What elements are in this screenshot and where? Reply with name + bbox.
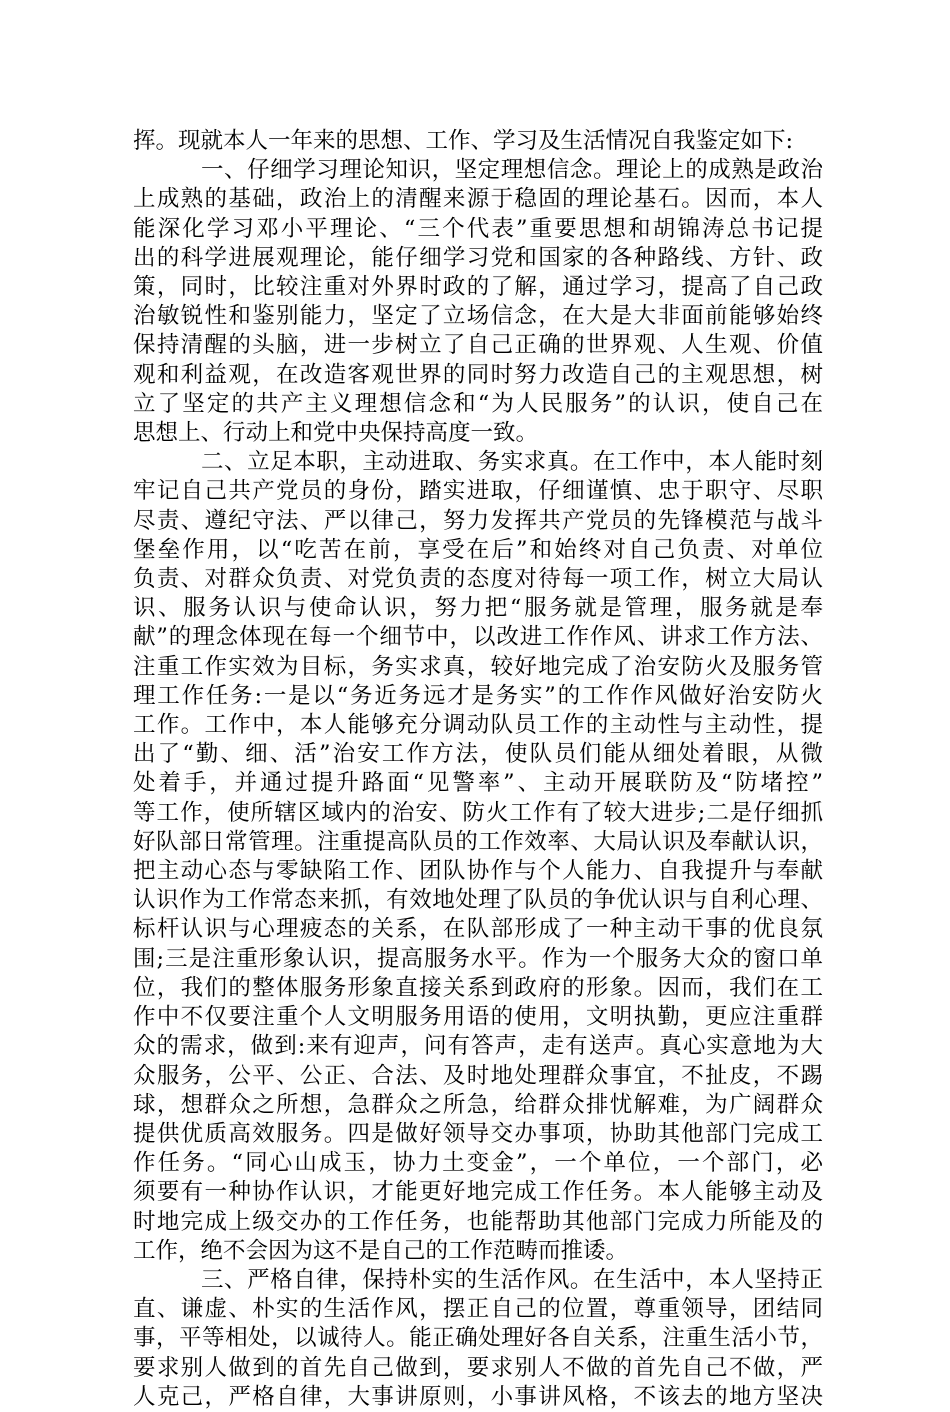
text-line: 能深化学习邓小平理论、“三个代表”重要思想和胡锦涛总书记提 bbox=[133, 215, 823, 242]
text-line: 球，想群众之所想，急群众之所急，给群众排忧解难，为广阔群众 bbox=[133, 1091, 823, 1118]
text-line: 认识作为工作常态来抓，有效地处理了队员的争优认识与自利心理、 bbox=[133, 887, 823, 914]
text-line: 提供优质高效服务。四是做好领导交办事项，协助其他部门完成工 bbox=[133, 1120, 823, 1147]
text-line: 工作，绝不会因为这不是自己的工作范畴而推诿。 bbox=[133, 1237, 629, 1264]
text-line: 人克己，严格自律，大事讲原则，小事讲风格，不该去的地方坚决 bbox=[133, 1383, 823, 1410]
text-line: 上成熟的基础，政治上的清醒来源于稳固的理论基石。因而，本人 bbox=[133, 186, 823, 213]
text-line: 等工作，使所辖区域内的治安、防火工作有了较大进步;二是仔细抓 bbox=[133, 799, 823, 826]
text-line: 挥。现就本人一年来的思想、工作、学习及生活情况自我鉴定如下: bbox=[133, 128, 794, 154]
text-line: 尽责、遵纪守法、严以律己，努力发挥共产党员的先锋模范与战斗 bbox=[133, 507, 823, 534]
text-line: 处着手，并通过提升路面“见警率”、主动开展联防及“防堵控” bbox=[133, 770, 823, 797]
text-line: 识、服务认识与使命认识，努力把“服务就是管理，服务就是奉 bbox=[133, 595, 823, 622]
text-line: 策，同时，比较注重对外界时政的了解，通过学习，提高了自己政 bbox=[133, 274, 823, 301]
text-line: 观和利益观，在改造客观世界的同时努力改造自己的主观思想，树 bbox=[133, 361, 823, 388]
text-line: 出的科学进展观理论，能仔细学习党和国家的各种路线、方针、政 bbox=[133, 244, 823, 271]
text-line: 治敏锐性和鉴别能力，坚定了立场信念，在大是大非面前能够始终 bbox=[133, 303, 823, 330]
document-body bbox=[133, 127, 823, 1412]
paragraph-first-line: 一、仔细学习理论知识，坚定理想信念。理论上的成熟是政治 bbox=[201, 157, 823, 184]
text-line: 负责、对群众负责、对党负责的态度对待每一项工作，树立大局认 bbox=[133, 566, 823, 593]
paragraph-first-line: 三、严格自律，保持朴实的生活作风。在生活中，本人坚持正 bbox=[201, 1266, 823, 1293]
text-line: 直、谦虚、朴实的生活作风，摆正自己的位置，尊重领导，团结同 bbox=[133, 1296, 823, 1323]
text-line: 出了“勤、细、活”治安工作方法，使队员们能从细处着眼，从微 bbox=[133, 741, 823, 768]
text-line: 牢记自己共产党员的身份，踏实进取，仔细谨慎、忠于职守、尽职 bbox=[133, 478, 823, 505]
text-line: 注重工作实效为目标，务实求真，较好地完成了治安防火及服务管 bbox=[133, 653, 823, 680]
text-line: 作中不仅要注重个人文明服务用语的使用，文明执勤，更应注重群 bbox=[133, 1004, 823, 1031]
text-line: 要求别人做到的首先自己做到，要求别人不做的首先自己不做，严 bbox=[133, 1354, 823, 1381]
text-line: 立了坚定的共产主义理想信念和“为人民服务”的认识，使自己在 bbox=[133, 390, 823, 417]
text-line: 思想上、行动上和党中央保持高度一致。 bbox=[133, 420, 539, 447]
text-line: 工作。工作中，本人能够充分调动队员工作的主动性与主动性，提 bbox=[133, 712, 823, 739]
paragraph-first-line: 二、立足本职，主动进取、务实求真。在工作中，本人能时刻 bbox=[201, 449, 823, 476]
text-line: 众的需求，做到:来有迎声，问有答声，走有送声。真心实意地为大 bbox=[133, 1033, 823, 1060]
text-line: 标杆认识与心理疲态的关系，在队部形成了一种主动干事的优良氛 bbox=[133, 916, 823, 943]
text-line: 位，我们的整体服务形象直接关系到政府的形象。因而，我们在工 bbox=[133, 974, 823, 1001]
text-line: 作任务。“同心山成玉，协力土变金”，一个单位，一个部门，必 bbox=[133, 1150, 823, 1177]
text-line: 时地完成上级交办的工作任务，也能帮助其他部门完成力所能及的 bbox=[133, 1208, 823, 1235]
text-line: 好队部日常管理。注重提高队员的工作效率、大局认识及奉献认识， bbox=[133, 828, 823, 855]
text-line: 把主动心态与零缺陷工作、团队协作与个人能力、自我提升与奉献 bbox=[133, 858, 823, 885]
text-line: 众服务，公平、公正、合法、及时地处理群众事宜，不扯皮，不踢 bbox=[133, 1062, 823, 1089]
text-line: 献”的理念体现在每一个细节中，以改进工作作风、讲求工作方法、 bbox=[133, 624, 823, 651]
text-line: 理工作任务:一是以“务近务远才是务实”的工作作风做好治安防火 bbox=[133, 682, 823, 709]
text-line: 须要有一种协作认识，才能更好地完成工作任务。本人能够主动及 bbox=[133, 1179, 823, 1206]
text-line: 堡垒作用，以“吃苦在前，享受在后”和始终对自己负责、对单位 bbox=[133, 536, 823, 563]
text-line: 事，平等相处，以诚待人。能正确处理好各自关系，注重生活小节， bbox=[133, 1325, 823, 1352]
text-line: 围;三是注重形象认识，提高服务水平。作为一个服务大众的窗口单 bbox=[133, 945, 823, 972]
text-line: 保持清醒的头脑，进一步树立了自己正确的世界观、人生观、价值 bbox=[133, 332, 823, 359]
